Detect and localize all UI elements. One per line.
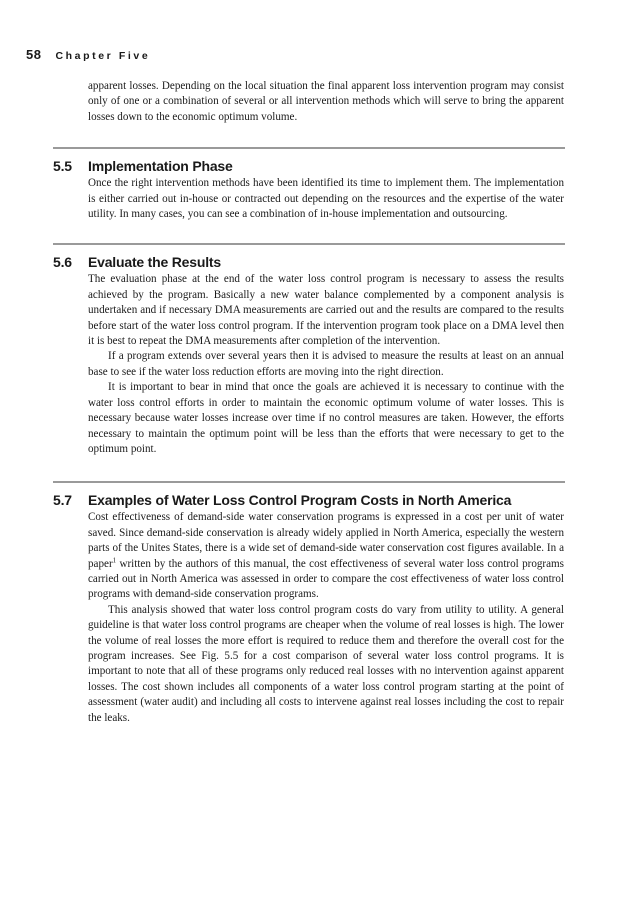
paragraph-text: Cost effectiveness of demand-side water conservation programs is expressed in a cost per unit of water saved. Since demand-side conservation is already widely applied in North America, especially the western parts of the Unites States, there is a wide set of demand-side water conservation cost figures available. In a paper <box>88 511 564 570</box>
chapter-label: Chapter Five <box>55 50 151 62</box>
section-number: 5.7 <box>53 492 72 509</box>
page-content <box>53 79 565 726</box>
section-heading <box>53 157 565 175</box>
section-5-7 <box>53 481 565 726</box>
section-title: Evaluate the Results <box>88 254 221 271</box>
paragraph: Once the right intervention methods have been identified its time to implement them. The implementation is either carried out in-house or contracted out depending on the resources and the expertise of the water utility. In many cases, you can see a combination of in-house implementation and outsourcing. <box>88 177 564 221</box>
intro-paragraph: apparent losses. Depending on the local situation the final apparent loss intervention program may consist only of one or a combination of several or all intervention methods which will serve to bring the apparent losses down to the economic optimum volume. <box>88 80 564 123</box>
section-body <box>88 176 564 222</box>
section-heading <box>53 253 565 271</box>
intro-block <box>88 79 564 125</box>
section-title: Implementation Phase <box>88 158 233 175</box>
paragraph <box>88 510 564 602</box>
paragraph: The evaluation phase at the end of the water loss control program is necessary to assess the results achieved by the program. Basically a new water balance complemented by a component analysis is undertaken and if necessary DMA measurements are carried out and the results are compared to the results before start of the water loss control program. If the intervention program took place on a DMA level then it is best to repeat the DMA measurements after completion of the intervention. <box>88 273 564 348</box>
section-body <box>88 272 564 457</box>
section-rule <box>53 481 565 483</box>
paragraph: It is important to bear in mind that once the goals are achieved it is necessary to continue with the water loss control efforts in order to maintain the economic optimum volume of water losses. This is necessary because water losses increase over time if no control measures are taken. However, the efforts necessary to maintain the optimum point will be less than the efforts that were necessary to get to the optimum point. <box>88 381 564 455</box>
paragraph-text: written by the authors of this manual, the cost effectiveness of several water loss control programs carried out in North America was assessed in order to compare the cost effectiveness of water loss control programs with demand-side conservation programs. <box>88 557 564 601</box>
section-5-5 <box>53 147 565 222</box>
paragraph: This analysis showed that water loss control program costs do vary from utility to utility. A general guideline is that water loss control programs are cheaper when the volume of real losses is high. The lower the volume of real losses the more effort is required to reduce them and therefore the overall cost for the program increases. See Fig. 5.5 for a cost comparison of several water loss control programs. It is important to note that all of these programs only reduced real losses with no intervention against apparent losses. The cost shown includes all components of a water loss control program starting at the point of assessment (water audit) and including all costs to intervene against real losses including the cost to repair the leaks. <box>88 603 564 724</box>
running-head <box>26 47 150 62</box>
section-number: 5.6 <box>53 254 72 271</box>
section-number: 5.5 <box>53 158 72 175</box>
section-rule <box>53 147 565 149</box>
footnote-marker: 1 <box>112 555 117 564</box>
section-heading <box>53 491 565 509</box>
section-title: Examples of Water Loss Control Program Costs in North America <box>88 492 512 509</box>
section-rule <box>53 243 565 245</box>
section-5-6 <box>53 243 565 457</box>
paragraph: If a program extends over several years then it is advised to measure the results at least on an annual base to see if the water loss reduction efforts are moving into the right direction. <box>88 350 564 378</box>
section-body <box>88 510 564 726</box>
page-number: 58 <box>26 47 42 62</box>
